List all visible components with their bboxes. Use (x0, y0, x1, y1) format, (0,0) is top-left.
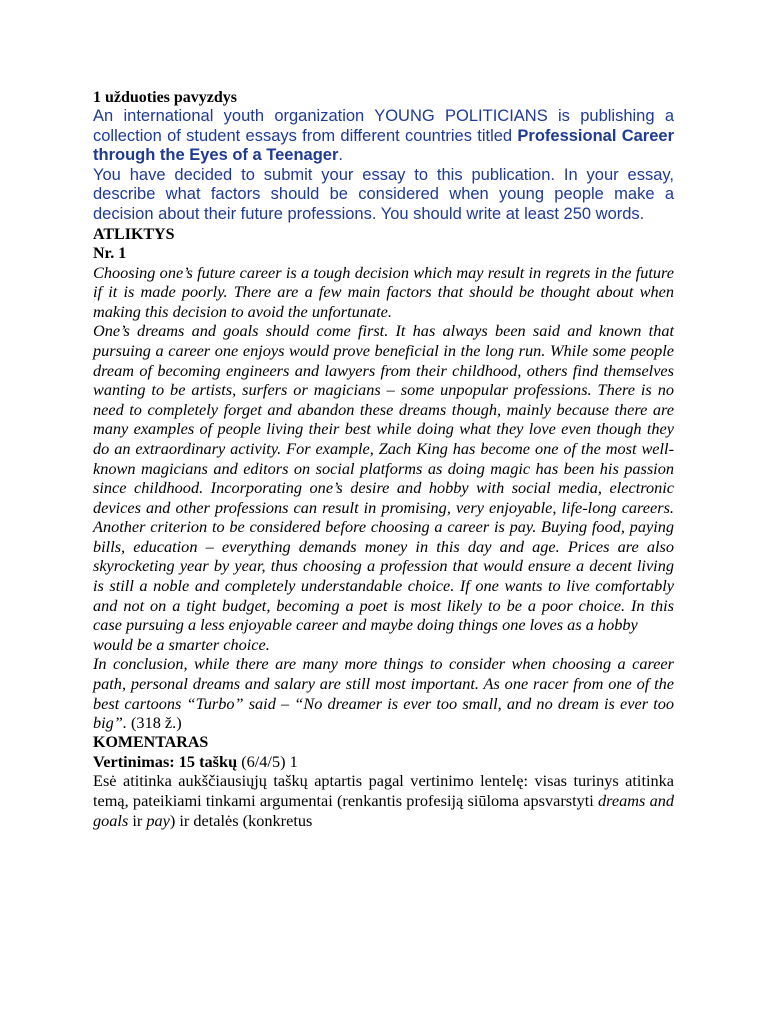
essay-paragraph-4 (93, 654, 674, 732)
essay-paragraph-3: would be a smarter choice. (93, 634, 270, 654)
word-count: (318 ž.) (126, 713, 182, 733)
essay-collection-title: Professional Career through the Eyes of a Teenager (93, 126, 675, 165)
komentaras-heading: KOMENTARAS (93, 733, 209, 751)
comment-text-2: ir (128, 810, 147, 830)
task-paragraph-2: You have decided to submit your essay to this publication. In your essay, describe what factors should be considered when young people make a decision about their future professions. You should write at least 250 words. (93, 165, 674, 223)
comment-italic-2: pay (146, 810, 170, 830)
essay-paragraph-2: One’s dreams and goals should come first. It has always been said and known that pursuing a career one enjoys would prove beneficial in the long run. While some people dream of becoming engineers and lawyers from their childhood, others find themselves wanting to be artists, surfers or magicians – some unpopular professions. There is no need to completely forget and abandon these dreams though, mainly because there are many examples of people living their best while doing what they love even though they do an extraordinary activity. For example, Zach King has become one of the most well-known magicians and editors on social platforms as doing magic has been his passion since childhood. Incorporating one’s desire and hobby with social media, electronic devices and other professions can result in promising, very enjoyable, life-long careers. Another criterion to be considered before choosing a career is pay. Buying food, paying bills, education – everything demands money in this day and age. Prices are also skyrocketing year by year, thus choosing a profession that would ensure a decent living is still a noble and completely understandable choice. If one wants to live comfortably and not on a tight budget, becoming a poet is most likely to be a poor choice. In this case pursuing a less enjoyable career and maybe doing things one loves as a hobby (93, 321, 674, 635)
atliktys-heading: ATLIKTYS (93, 225, 175, 243)
score-line (93, 752, 674, 772)
comment-text-1: Esė atitinka aukščiausiųjų taškų aptartis pagal vertinimo lentelę: visas turinys atitinka temą, pateikiami tinkami argumentai (renkantis profesiją siūloma apsvarstyti (93, 771, 674, 810)
score-detail: (6/4/5) 1 (237, 751, 298, 771)
comment-paragraph (93, 771, 674, 830)
essay-paragraph-1: Choosing one’s future career is a tough decision which may result in regrets in the future if it is made poorly. There are a few main factors that should be thought about when making this decision to avoid the unfortunate. (93, 262, 674, 321)
comment-italic-1: dreams and goals (93, 791, 674, 830)
task-paragraph-1 (93, 107, 674, 166)
task-text-1-end: . (338, 146, 343, 165)
score-label: Vertinimas: 15 taškų (93, 751, 238, 771)
essay-number-heading: Nr. 1 (93, 244, 127, 262)
document-page (93, 88, 674, 830)
essay-conclusion-text: In conclusion, while there are many more things to consider when choosing a career path, personal dreams and salary are still most important. As one racer from one of the best cartoons “Turbo” said – “No dreamer is ever too small, and no dream is ever too big”. (93, 654, 674, 733)
task-text-1: An international youth organization YOUNG POLITICIANS is publishing a collection of student essays from different countries titled (93, 107, 674, 145)
comment-text-3: ) ir detalės (konkretus (169, 810, 313, 830)
example-title: 1 užduoties pavyzdys (93, 89, 238, 106)
